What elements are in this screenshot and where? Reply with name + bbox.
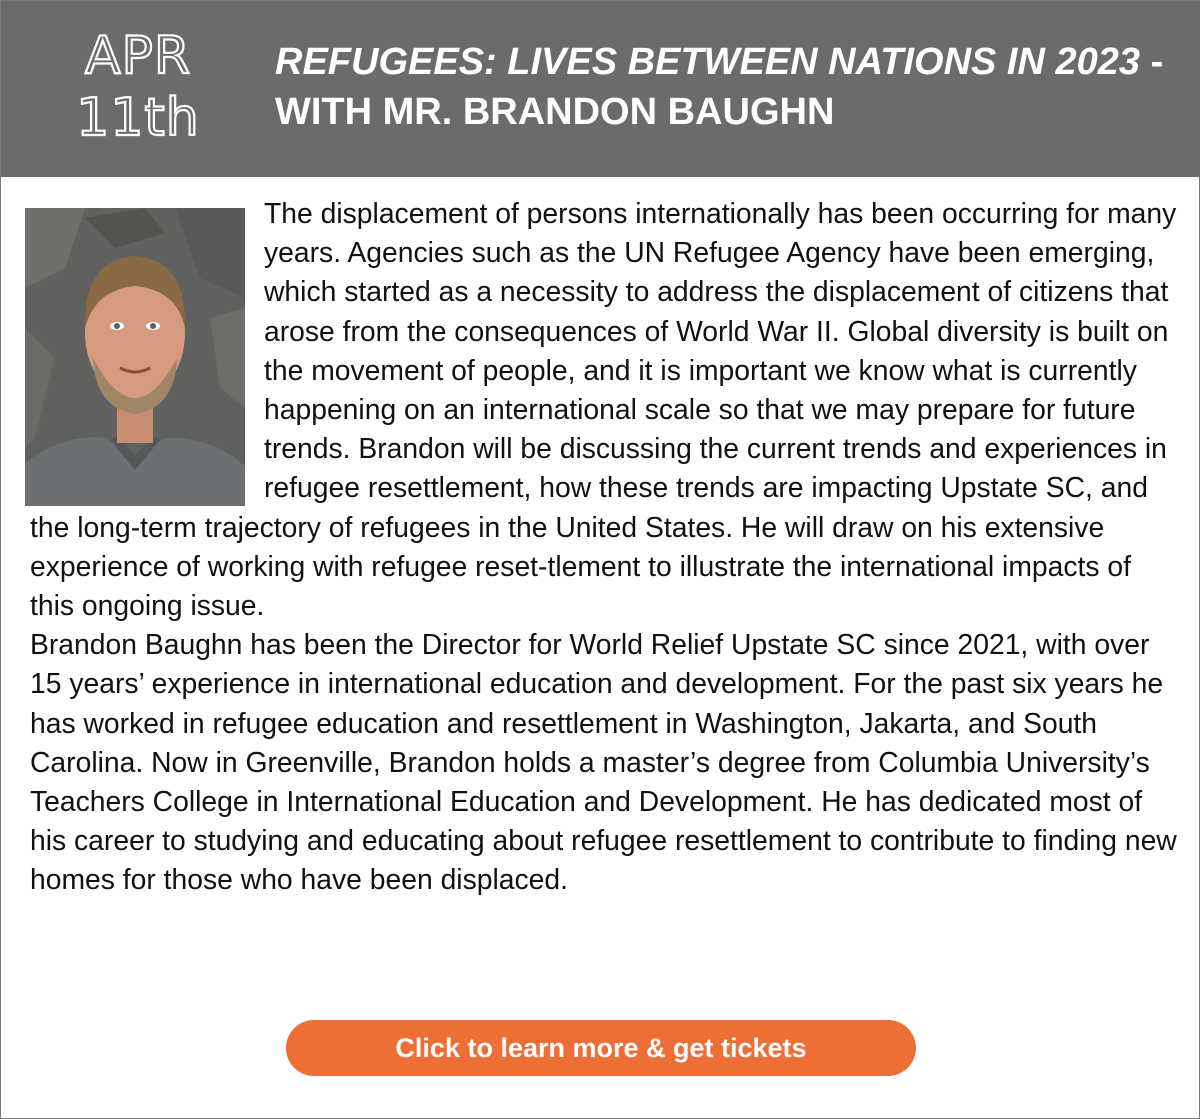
event-header <box>1 1 1200 177</box>
description-paragraph-2: Brandon Baughn has been the Director for World Relief Upstate SC since 2021, with over 15 years’ experience in international education and development. For the past six years he has worked in refugee education and resettlement in Washington, Jakarta, and South Carolina. Now in Greenville, Brandon holds a master’s degree from Columbia University’s Teachers College in International Education and Development. He has dedicated most of his career to studying and educating about refugee resettlement to contribute to finding new homes for those who have been displaced. <box>30 628 1177 896</box>
date-day: 11th <box>76 88 200 148</box>
event-title-speaker: - WITH MR. BRANDON BAUGHN <box>275 41 1164 133</box>
cta-container <box>286 1020 916 1076</box>
description-paragraph-1: The displacement of persons internationally has been occurring for many years. Agencies such as the UN Refugee Agency have been emerging, which started as a necessity to address the displacement of citizens that arose from the consequences of World War II. Global diversity is built on the movement of people, and it is important we know what is currently happening on an international scale so that we may prepare for future trends. Brandon will be discussing the current trends and experiences in refugee resettlement, how these trends are impacting Upstate SC, and the long-term trajectory of refugees in the United States. He will draw on his extensive experience of working with refugee reset-tlement to illustrate the international impacts of this ongoing issue. <box>30 197 1177 622</box>
event-title <box>275 37 1175 137</box>
event-description <box>30 194 1180 900</box>
photo-wrap-spacer <box>30 194 264 506</box>
event-title-topic: REFUGEES: LIVES BETWEEN NATIONS IN 2023 <box>275 41 1141 83</box>
date-month: APR <box>84 26 192 86</box>
learn-more-tickets-button[interactable]: Click to learn more & get tickets <box>286 1020 916 1076</box>
event-date <box>63 25 213 149</box>
